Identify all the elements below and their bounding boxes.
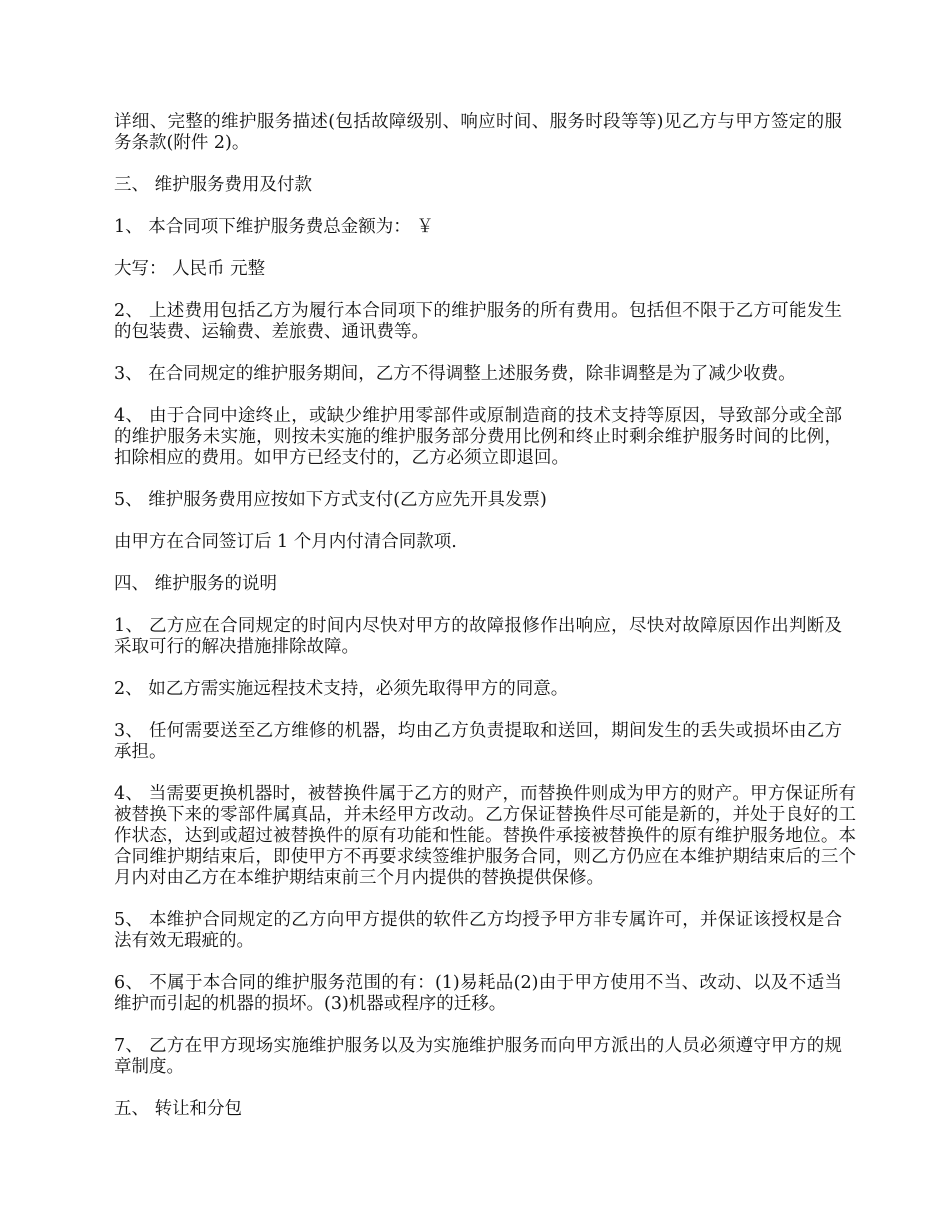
section-heading-service-notes: 四、 维护服务的说明	[114, 574, 278, 594]
clause-3-1-total-amount: 1、 本合同项下维护服务费总金额为： ￥	[114, 217, 434, 237]
service-description-paragraph: 详细、完整的维护服务描述(包括故障级别、响应时间、服务时段等等)见乙方与甲方签定的服务条款(附件 2)。	[114, 112, 842, 153]
clause-3-5: 5、 维护服务费用应按如下方式支付(乙方应先开具发票)	[114, 490, 547, 510]
clause-4-7: 7、 乙方在甲方现场实施维护服务以及为实施维护服务而向甲方派出的人员必须遵守甲方的规章制度。	[114, 1036, 842, 1077]
document-body	[114, 112, 856, 1141]
amount-in-words: 大写： 人民币 元整	[114, 259, 266, 279]
clause-4-3: 3、 任何需要送至乙方维修的机器，均由乙方负责提取和送回，期间发生的丢失或损坏由乙方承担。	[114, 721, 842, 762]
section-heading-transfer: 五、 转让和分包	[114, 1099, 243, 1119]
clause-3-2: 2、 上述费用包括乙方为履行本合同项下的维护服务的所有费用。包括但不限于乙方可能发生的包装费、运输费、差旅费、通讯费等。	[114, 301, 842, 342]
clause-4-4: 4、 当需要更换机器时，被替换件属于乙方的财产，而替换件则成为甲方的财产。甲方保证所有被替换下来的零部件属真品，并未经甲方改动。乙方保证替换件尽可能是新的，并处于良好的工作状态，达到或超过被替换件的原有功能和性能。替换件承接被替换件的原有维护服务地位。本合同维护期结束后，即使甲方不再要求续签维护服务合同，则乙方仍应在本维护期结束后的三个月内对由乙方在本维护期结束前三个月内提供的替换提供保修。	[114, 784, 856, 888]
section-heading-fees: 三、 维护服务费用及付款	[114, 175, 313, 195]
clause-4-5: 5、 本维护合同规定的乙方向甲方提供的软件乙方均授予甲方非专属许可，并保证该授权是合法有效无瑕疵的。	[114, 910, 842, 951]
clause-4-2: 2、 如乙方需实施远程技术支持，必须先取得甲方的同意。	[114, 679, 569, 699]
clause-3-3: 3、 在合同规定的维护服务期间，乙方不得调整上述服务费，除非调整是为了减少收费。	[114, 364, 796, 384]
clause-3-4: 4、 由于合同中途终止，或缺少维护用零部件或原制造商的技术支持等原因，导致部分或全部的维护服务未实施，则按未实施的维护服务部分费用比例和终止时剩余维护服务时间的比例，扣除相应的费用。如甲方已经支付的，乙方必须立即退回。	[114, 406, 842, 468]
clause-4-1: 1、 乙方应在合同规定的时间内尽快对甲方的故障报修作出响应，尽快对故障原因作出判断及采取可行的解决措施排除故障。	[114, 616, 842, 657]
payment-terms: 由甲方在合同签订后 1 个月内付清合同款项.	[114, 532, 457, 552]
clause-4-6: 6、 不属于本合同的维护服务范围的有：(1)易耗品(2)由于甲方使用不当、改动、以及不适当维护而引起的机器的损坏。(3)机器或程序的迁移。	[114, 973, 842, 1014]
